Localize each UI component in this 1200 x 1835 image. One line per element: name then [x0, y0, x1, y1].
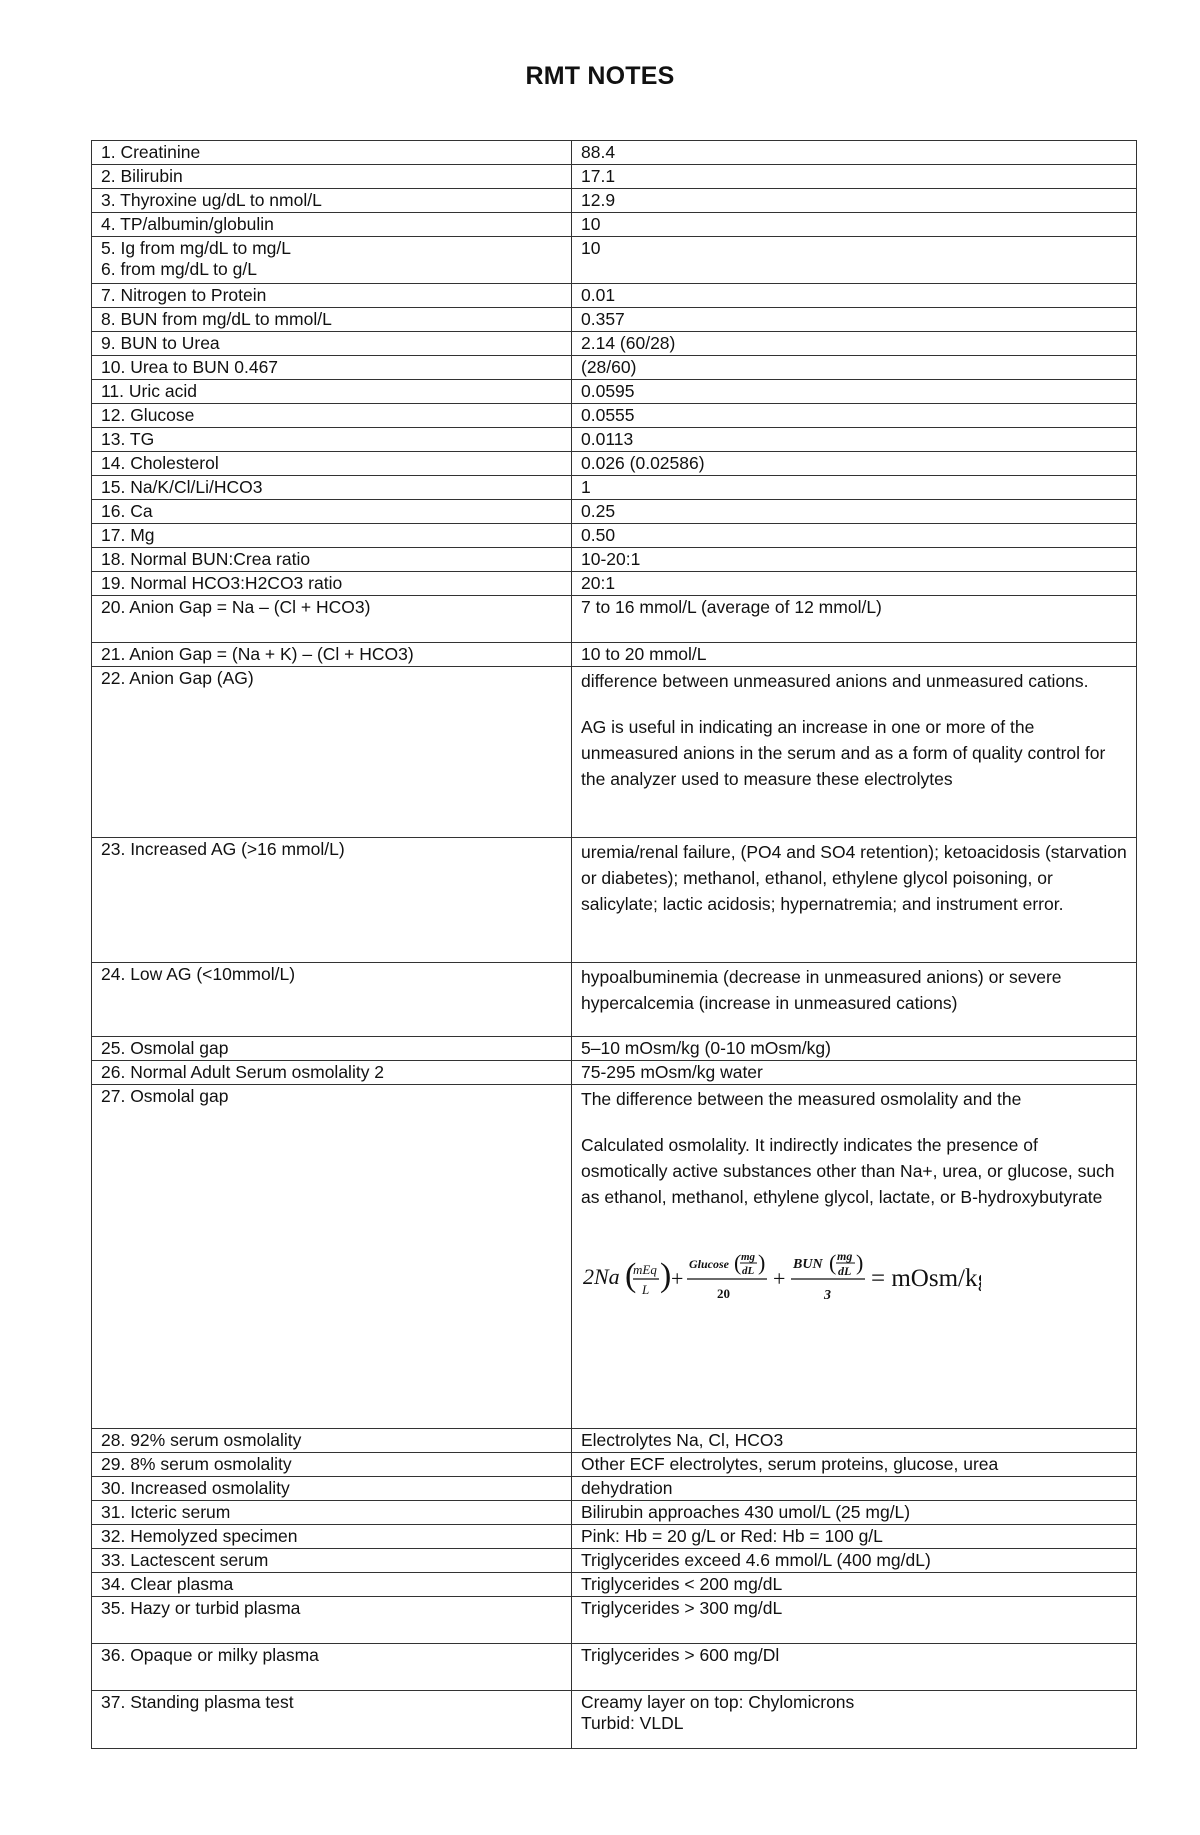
row-label: 26. Normal Adult Serum osmolality 2 — [92, 1061, 572, 1085]
row-value-paragraph: Calculated osmolality. It indirectly indicates the presence of osmotically active substances other than Na+, urea, or glucose, such as ethanol, methanol, ethylene glycol, lactate, or B-hydroxybutyrate — [581, 1135, 1115, 1207]
row-value: 2.14 (60/28) — [572, 332, 1137, 356]
table-row — [92, 1525, 1137, 1549]
table-row — [92, 548, 1137, 572]
row-value: Electrolytes Na, Cl, HCO3 — [572, 1429, 1137, 1453]
row-value: 10-20:1 — [572, 548, 1137, 572]
row-value — [572, 963, 1137, 1037]
table-row — [92, 1037, 1137, 1061]
row-label: 29. 8% serum osmolality — [92, 1453, 572, 1477]
row-value: Triglycerides > 300 mg/dL — [572, 1597, 1137, 1644]
row-value: 0.0555 — [572, 404, 1137, 428]
row-value: 0.25 — [572, 500, 1137, 524]
table-row — [92, 380, 1137, 404]
row-label: 1. Creatinine — [92, 141, 572, 165]
row-value — [572, 1085, 1137, 1429]
row-label: 21. Anion Gap = (Na + K) – (Cl + HCO3) — [92, 643, 572, 667]
row-value: 0.01 — [572, 284, 1137, 308]
table-row — [92, 1085, 1137, 1429]
row-label: 25. Osmolal gap — [92, 1037, 572, 1061]
table-row — [92, 1501, 1137, 1525]
formula-20: 20 — [717, 1286, 730, 1301]
row-label: 31. Icteric serum — [92, 1501, 572, 1525]
row-value: 0.50 — [572, 524, 1137, 548]
row-label-line: 6. from mg/dL to g/L — [101, 259, 257, 279]
row-value: Triglycerides exceed 4.6 mmol/L (400 mg/dL) — [572, 1549, 1137, 1573]
table-row — [92, 1644, 1137, 1691]
formula-2na: 2Na — [583, 1264, 620, 1289]
table-row — [92, 838, 1137, 963]
table-row — [92, 356, 1137, 380]
notes-table — [91, 140, 1137, 1749]
table-row — [92, 1477, 1137, 1501]
table-row — [92, 141, 1137, 165]
osmolality-formula — [581, 1246, 1127, 1313]
row-label — [92, 237, 572, 284]
table-row — [92, 189, 1137, 213]
row-value-line: Turbid: VLDL — [581, 1713, 684, 1733]
formula-paren: ( — [734, 1250, 742, 1275]
row-value: 0.0113 — [572, 428, 1137, 452]
row-label: 16. Ca — [92, 500, 572, 524]
formula-dl: dL — [742, 1265, 755, 1277]
row-value: Other ECF electrolytes, serum proteins, glucose, urea — [572, 1453, 1137, 1477]
formula-paren: ) — [660, 1257, 672, 1294]
row-value: 10 to 20 mmol/L — [572, 643, 1137, 667]
osmolality-formula-graphic — [581, 1246, 981, 1308]
row-label: 17. Mg — [92, 524, 572, 548]
row-label: 20. Anion Gap = Na – (Cl + HCO3) — [92, 596, 572, 643]
row-label: 13. TG — [92, 428, 572, 452]
row-label: 15. Na/K/Cl/Li/HCO3 — [92, 476, 572, 500]
row-label: 7. Nitrogen to Protein — [92, 284, 572, 308]
row-value — [572, 1691, 1137, 1749]
row-value: dehydration — [572, 1477, 1137, 1501]
formula-meq: mEq — [633, 1262, 657, 1277]
row-label: 34. Clear plasma — [92, 1573, 572, 1597]
table-row — [92, 1691, 1137, 1749]
formula-l: L — [642, 1282, 650, 1297]
row-value-line: Creamy layer on top: Chylomicrons — [581, 1692, 855, 1712]
row-label: 12. Glucose — [92, 404, 572, 428]
row-value: 10 — [572, 213, 1137, 237]
table-row — [92, 1061, 1137, 1085]
row-label: 14. Cholesterol — [92, 452, 572, 476]
row-label: 4. TP/albumin/globulin — [92, 213, 572, 237]
row-value: 20:1 — [572, 572, 1137, 596]
row-value-paragraph: The difference between the measured osmolality and the — [581, 1089, 1022, 1109]
row-value: (28/60) — [572, 356, 1137, 380]
table-row — [92, 500, 1137, 524]
row-value: 12.9 — [572, 189, 1137, 213]
table-row — [92, 452, 1137, 476]
row-value: 5–10 mOsm/kg (0-10 mOsm/kg) — [572, 1037, 1137, 1061]
table-row — [92, 284, 1137, 308]
table-row — [92, 332, 1137, 356]
row-label: 37. Standing plasma test — [92, 1691, 572, 1749]
formula-paren: ( — [829, 1250, 837, 1275]
table-row — [92, 1597, 1137, 1644]
row-label: 33. Lactescent serum — [92, 1549, 572, 1573]
row-label: 18. Normal BUN:Crea ratio — [92, 548, 572, 572]
row-value: 88.4 — [572, 141, 1137, 165]
row-label: 3. Thyroxine ug/dL to nmol/L — [92, 189, 572, 213]
table-row — [92, 963, 1137, 1037]
row-label: 27. Osmolal gap — [92, 1085, 572, 1429]
table-row — [92, 404, 1137, 428]
formula-mg: mg — [741, 1251, 756, 1263]
row-value: 75-295 mOsm/kg water — [572, 1061, 1137, 1085]
table-row — [92, 1549, 1137, 1573]
row-value: 1 — [572, 476, 1137, 500]
row-value: 0.026 (0.02586) — [572, 452, 1137, 476]
row-value: 0.0595 — [572, 380, 1137, 404]
row-label: 19. Normal HCO3:H2CO3 ratio — [92, 572, 572, 596]
table-row — [92, 213, 1137, 237]
row-label: 28. 92% serum osmolality — [92, 1429, 572, 1453]
row-label: 24. Low AG (<10mmol/L) — [92, 963, 572, 1037]
formula-3: 3 — [824, 1288, 831, 1303]
table-row — [92, 428, 1137, 452]
table-row — [92, 643, 1137, 667]
formula-dl: dL — [838, 1264, 852, 1278]
formula-glucose: Glucose — [689, 1257, 729, 1271]
row-value-paragraph: uremia/renal failure, (PO4 and SO4 retention); ketoacidosis (starvation or diabetes); methanol, ethanol, ethylene glycol poisoning, or salicylate; lactic acidosis; hypernatremia; and instrument error. — [581, 842, 1127, 914]
formula-bun: BUN — [793, 1257, 823, 1272]
row-value: Triglycerides > 600 mg/Dl — [572, 1644, 1137, 1691]
row-label: 22. Anion Gap (AG) — [92, 667, 572, 838]
row-value: 0.357 — [572, 308, 1137, 332]
row-label: 11. Uric acid — [92, 380, 572, 404]
formula-mg: mg — [837, 1249, 853, 1263]
row-label-line: 5. Ig from mg/dL to mg/L — [101, 238, 291, 258]
row-value: 17.1 — [572, 165, 1137, 189]
row-label: 23. Increased AG (>16 mmol/L) — [92, 838, 572, 963]
row-label: 8. BUN from mg/dL to mmol/L — [92, 308, 572, 332]
row-value — [572, 667, 1137, 838]
formula-plus: + — [671, 1266, 684, 1291]
formula-paren: ) — [758, 1250, 766, 1275]
row-label: 32. Hemolyzed specimen — [92, 1525, 572, 1549]
formula-paren: ( — [625, 1257, 637, 1294]
table-row — [92, 308, 1137, 332]
row-label: 36. Opaque or milky plasma — [92, 1644, 572, 1691]
row-label: 9. BUN to Urea — [92, 332, 572, 356]
row-value: Bilirubin approaches 430 umol/L (25 mg/L) — [572, 1501, 1137, 1525]
row-label: 10. Urea to BUN 0.467 — [92, 356, 572, 380]
row-label: 2. Bilirubin — [92, 165, 572, 189]
formula-plus: + — [773, 1266, 786, 1291]
table-row — [92, 572, 1137, 596]
table-row — [92, 524, 1137, 548]
row-value: Triglycerides < 200 mg/dL — [572, 1573, 1137, 1597]
formula-result: = mOsm/kg — [871, 1265, 981, 1292]
table-row — [92, 165, 1137, 189]
table-row — [92, 1453, 1137, 1477]
page-title: RMT NOTES — [525, 62, 675, 90]
table-row — [92, 596, 1137, 643]
table-row — [92, 667, 1137, 838]
table-row — [92, 1429, 1137, 1453]
row-label: 30. Increased osmolality — [92, 1477, 572, 1501]
row-value: Pink: Hb = 20 g/L or Red: Hb = 100 g/L — [572, 1525, 1137, 1549]
row-value-paragraph: AG is useful in indicating an increase in one or more of the unmeasured anions in the serum and as a form of quality control for the analyzer used to measure these electrolytes — [581, 717, 1106, 789]
row-value-paragraph: difference between unmeasured anions and unmeasured cations. — [581, 671, 1089, 691]
formula-paren: ) — [856, 1250, 864, 1275]
row-value: 10 — [572, 237, 1137, 284]
row-value — [572, 838, 1137, 963]
table-row — [92, 1573, 1137, 1597]
row-value: 7 to 16 mmol/L (average of 12 mmol/L) — [572, 596, 1137, 643]
row-label: 35. Hazy or turbid plasma — [92, 1597, 572, 1644]
table-row — [92, 476, 1137, 500]
table-row — [92, 237, 1137, 284]
row-value-paragraph: hypoalbuminemia (decrease in unmeasured anions) or severe hypercalcemia (increase in unmeasured cations) — [581, 967, 1062, 1013]
